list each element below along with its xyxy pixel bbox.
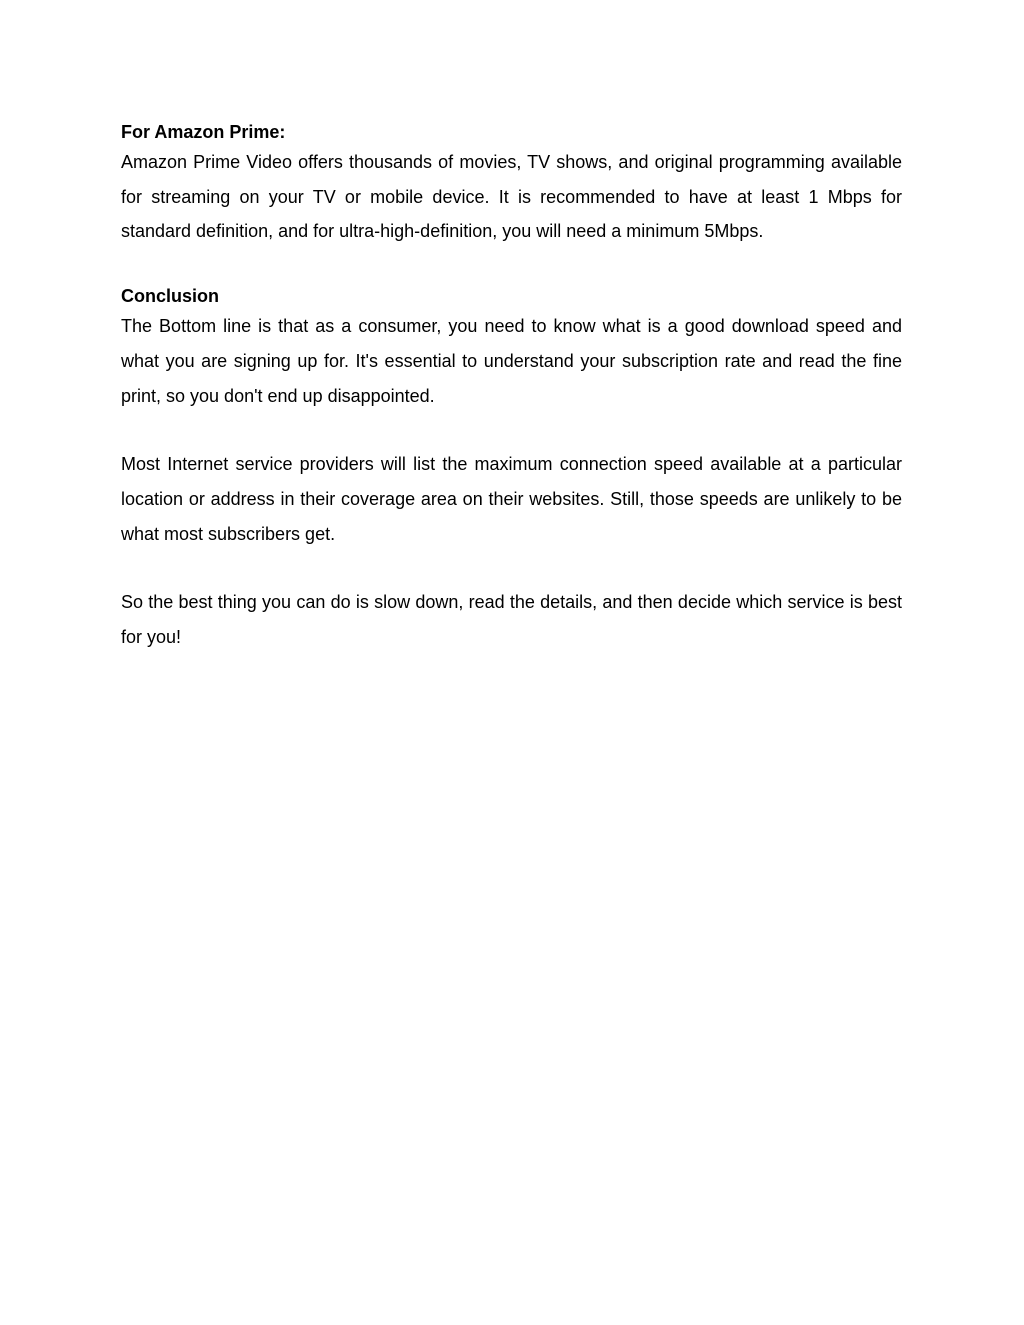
conclusion-paragraph-3: So the best thing you can do is slow down, read the details, and then decide which service is best for you! [121,592,902,648]
document-page [121,119,902,655]
section-heading-conclusion: Conclusion [121,286,219,307]
conclusion-paragraph-1: The Bottom line is that as a consumer, you need to know what is a good download speed and what you are signing up for. It's essential to understand your subscription rate and read the fine print, so you don't end up disappointed. [121,316,902,406]
amazon-prime-paragraph: Amazon Prime Video offers thousands of movies, TV shows, and original programming available for streaming on your TV or mobile device. It is recommended to have at least 1 Mbps for standard definition, and for ultra-high-definition, you will need a minimum 5Mbps. [121,152,902,242]
section-heading-amazon-prime: For Amazon Prime: [121,122,286,142]
conclusion-paragraph-2: Most Internet service providers will list the maximum connection speed available at a particular location or address in their coverage area on their websites. Still, those speeds are unlikely to be what most subscribers get. [121,454,902,544]
